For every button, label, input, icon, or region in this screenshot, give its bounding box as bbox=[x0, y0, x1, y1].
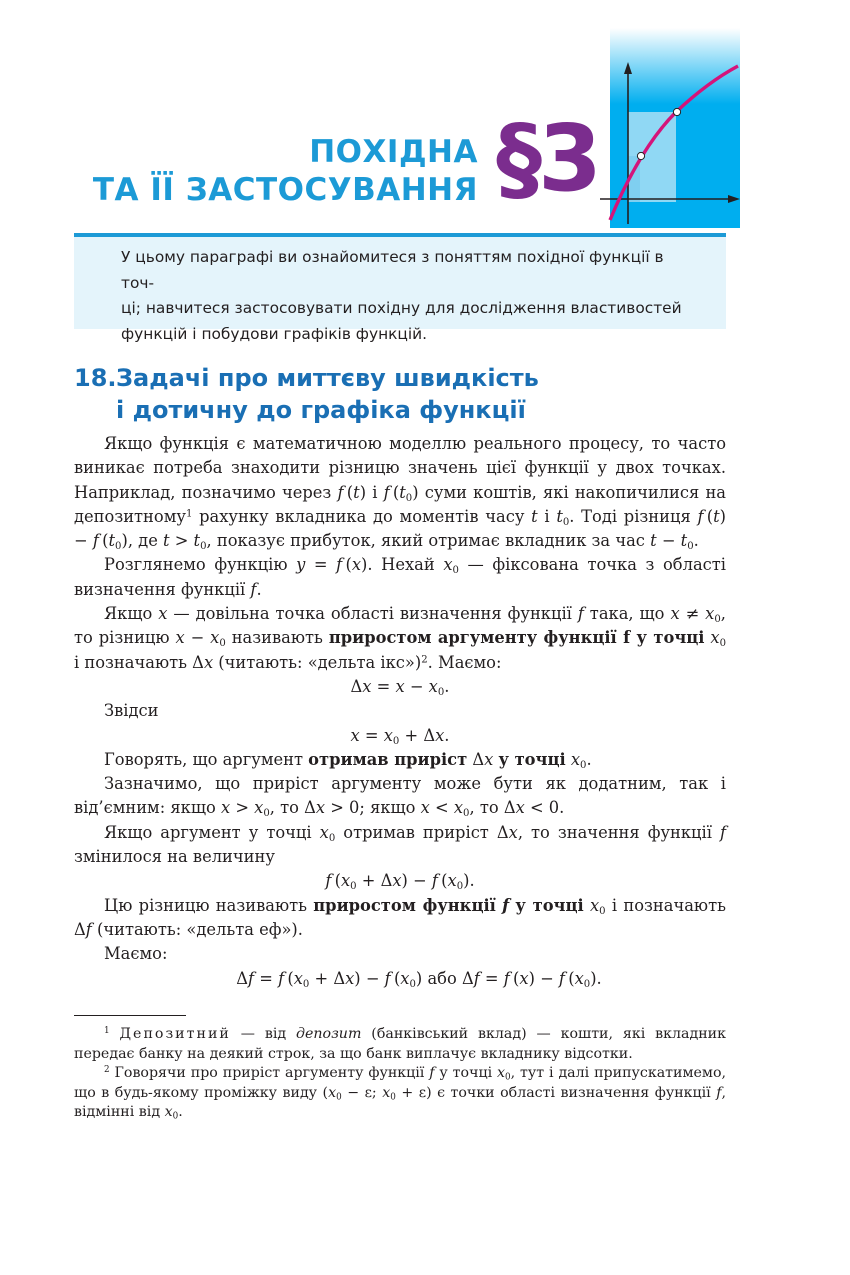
main-text bbox=[74, 432, 726, 991]
paragraph-mark: §3 bbox=[496, 105, 599, 212]
paragraph: Маємо: bbox=[104, 944, 168, 964]
intro-line: ці; навчитеся застосовувати похідну для дослідження властивостей bbox=[121, 299, 682, 317]
footnote: $^2$ Говорячи про приріст аргументу функції f у точці $x_0$, тут і далі припускатимемо, що в будь-якому проміжку виду ($x_0 - \varepsilon$; $x_0 + \varepsilon$) є точки області визначення функції f, відмінні від $x_0$. bbox=[74, 1065, 726, 1122]
section-number: 18. bbox=[74, 364, 117, 392]
paragraph: Цю різницю називають приростом функції f у точці $x_0$ і позначають Δf (читають: «дельта еф»). bbox=[74, 895, 726, 939]
paragraph: Зазначимо, що приріст аргументу може бути як додатним, так і від’ємним: якщо $x > x_0$, то Δx > 0; якщо $x < x_0$, то Δx < 0. bbox=[74, 774, 726, 820]
chapter-title-line2: ТА ЇЇ ЗАСТОСУВАННЯ bbox=[92, 172, 478, 208]
footnote: $^1$ Депозитний — від депозит (банківський вклад) — кошти, які вкладник передає банку на деякий строк, за що банк виплачує вкладнику відсотки. bbox=[74, 1026, 726, 1062]
intro-box bbox=[74, 237, 726, 343]
paragraph: Якщо функція є математичною моделлю реального процесу, то часто виникає потреба знаходити різницю значень цієї функції у двох точках. Наприклад, позначимо через f (t) і f $(t_0)$ суми коштів, які накопичилися на депозитному$^1$ рахунку вкладника до моментів часу t і $t_0$. Тоді різниця f (t) − f $(t_0)$, де $t > t_0$, показує прибуток, який отримає вкладник за час $t - t_0$. bbox=[74, 434, 726, 553]
formula: Δf = f $(x_0 + \Delta x) - f$ $(x_0)$ або Δf = f (x) − f $(x_0)$. bbox=[236, 968, 602, 990]
paragraph: Звідси bbox=[104, 701, 159, 721]
paragraph: Розглянемо функцію y = f (x). Нехай $x_0$ — фіксована точка з області визначення функції f. bbox=[74, 555, 726, 599]
formula: $\Delta x = x - x_0$. bbox=[350, 676, 450, 698]
footnote-ref[interactable]: 1 bbox=[185, 508, 193, 520]
section-title-line1: Задачі про миттєву швидкість bbox=[116, 364, 539, 392]
paragraph: Говорять, що аргумент отримав приріст Δx у точці $x_0$. bbox=[104, 749, 592, 771]
paragraph: Якщо x — довільна точка області визначення функції f така, що $x \ne x_0$, то різницю $x - x_0$ називають приростом аргументу функції f у точці $x_0$ і позначають Δx (читають: «дельта ікс»)$^2$. Маємо: bbox=[74, 604, 726, 672]
chapter-title bbox=[93, 133, 478, 209]
intro-line: функцій і побудови графіків функцій. bbox=[121, 324, 428, 343]
tangent-graph-icon bbox=[598, 28, 740, 228]
footnotes bbox=[74, 1025, 726, 1123]
section-heading bbox=[74, 362, 734, 426]
footnote-divider bbox=[74, 1015, 186, 1016]
footnote-ref[interactable]: 2 bbox=[421, 654, 428, 666]
formula: f $(x_0 + \Delta x) - f$ $(x_0)$. bbox=[325, 871, 475, 893]
paragraph: Якщо аргумент у точці $x_0$ отримав приріст Δx, то значення функції f змінилося на величину bbox=[74, 822, 727, 867]
intro-line: У цьому параграфі ви ознайомитеся з поняттям похідної функції в точ- bbox=[121, 248, 664, 292]
section-title-line2: і дотичну до графіка функції bbox=[116, 396, 526, 424]
chapter-title-line1: ПОХІДНА bbox=[309, 134, 478, 170]
formula: $x = x_0 + \Delta x$. bbox=[350, 725, 450, 747]
